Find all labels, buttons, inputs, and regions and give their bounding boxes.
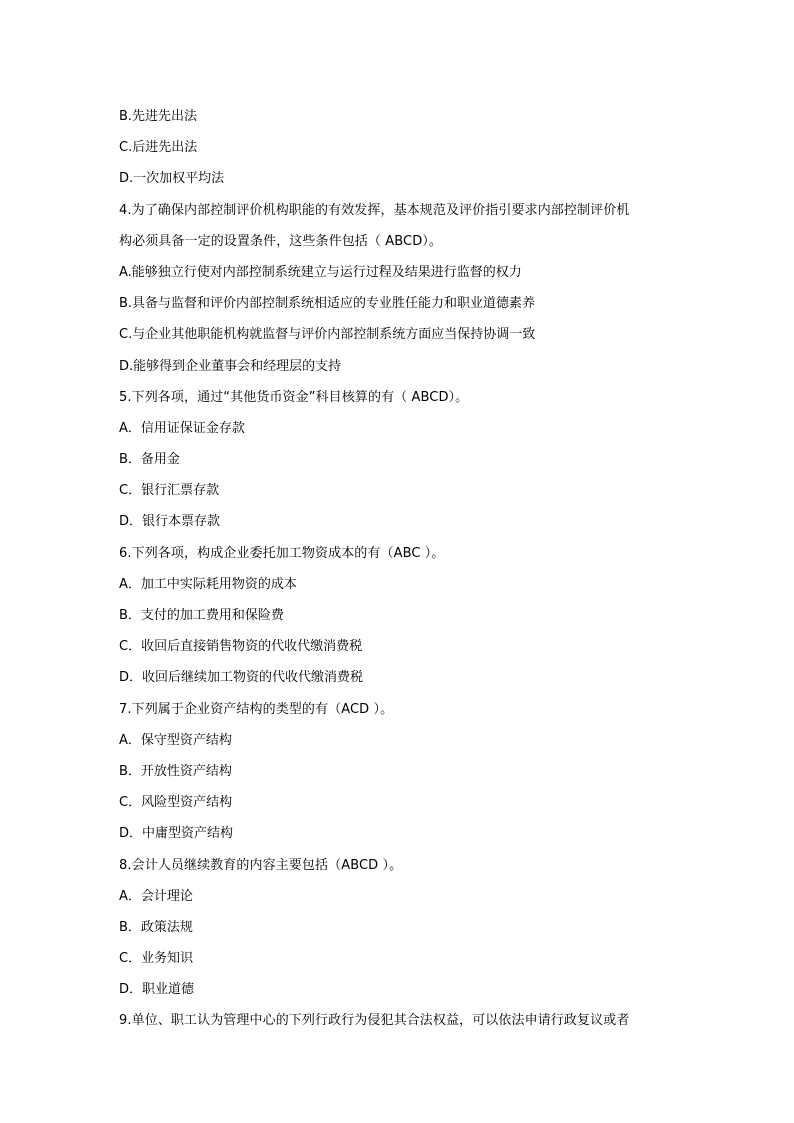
- option-line: D．职业道德: [119, 982, 195, 998]
- option-line: D.能够得到企业董事会和经理层的支持: [119, 358, 342, 374]
- option-line: C.后进先出法: [119, 140, 198, 156]
- option-line: A．信用证保证金存款: [119, 420, 245, 436]
- option-line: C．风险型资产结构: [119, 795, 233, 811]
- option-line: A．保守型资产结构: [119, 732, 232, 748]
- option-line: D．中庸型资产结构: [119, 826, 234, 842]
- option-line: A．加工中实际耗用物资的成本: [119, 576, 297, 592]
- option-line: B．备用金: [119, 452, 180, 468]
- question-line: 8.会计人员继续教育的内容主要包括（ABCD ）。: [119, 857, 403, 873]
- option-line: A．会计理论: [119, 888, 193, 904]
- option-line: C.与企业其他职能机构就监督与评价内部控制系统方面应当保持协调一致: [119, 327, 536, 343]
- question-line: 构必须具备一定的设置条件，这些条件包括（ ABCD）。: [119, 233, 443, 249]
- option-line: B．政策法规: [119, 919, 193, 935]
- question-line: 7.下列属于企业资产结构的类型的有（ACD ）。: [119, 701, 394, 717]
- option-line: C．业务知识: [119, 951, 194, 967]
- document-body: [119, 101, 679, 1037]
- option-line: C．收回后直接销售物资的代收代缴消费税: [119, 639, 363, 655]
- question-line: 4.为了确保内部控制评价机构职能的有效发挥，基本规范及评价指引要求内部控制评价机: [119, 202, 630, 218]
- option-line: A.能够独立行使对内部控制系统建立与运行过程及结果进行监督的权力: [119, 264, 522, 280]
- option-line: B.先进先出法: [119, 109, 198, 124]
- option-line: C．银行汇票存款: [119, 483, 220, 499]
- option-line: D.一次加权平均法: [119, 171, 225, 187]
- option-line: B．开放性资产结构: [119, 763, 232, 779]
- question-line: 5.下列各项，通过“其他货币资金”科目核算的有（ ABCD）。: [119, 389, 469, 405]
- option-line: B.具备与监督和评价内部控制系统相适应的专业胜任能力和职业道德素养: [119, 296, 536, 312]
- option-line: D．收回后继续加工物资的代收代缴消费税: [119, 670, 364, 686]
- question-line: 9.单位、职工认为管理中心的下列行政行为侵犯其合法权益，可以依法申请行政复议或者: [119, 1013, 630, 1029]
- question-line: 6.下列各项，构成企业委托加工物资成本的有（ABC ）。: [119, 545, 445, 561]
- option-line: D．银行本票存款: [119, 514, 221, 530]
- option-line: B．支付的加工费用和保险费: [119, 608, 284, 623]
